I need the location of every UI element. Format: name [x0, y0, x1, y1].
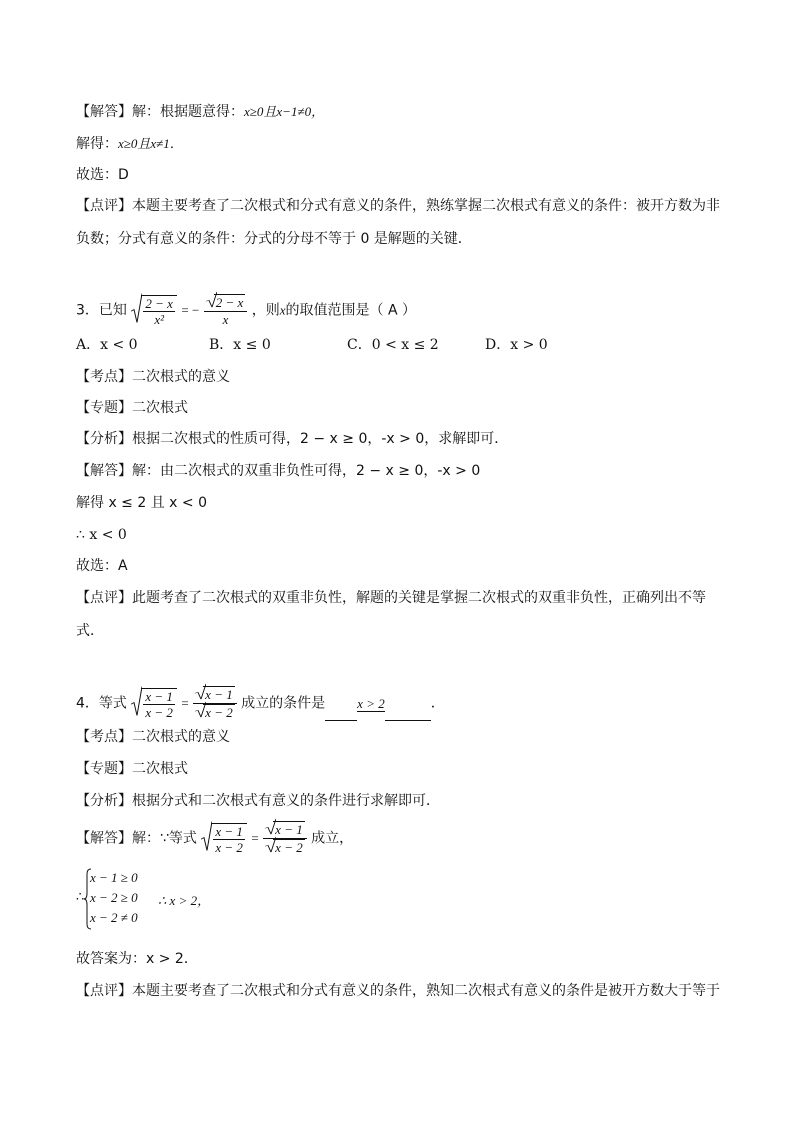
question-4-prefix: 4．等式 [76, 695, 127, 712]
fraction-denominator: x² [154, 311, 164, 327]
fraction-numerator: x − 1 [145, 688, 173, 704]
fraction-numerator: 2 − x [215, 295, 244, 310]
topic: 【专题】二次根式 [76, 400, 188, 416]
question-3-stem [76, 294, 416, 327]
fraction-denominator: x − 2 [145, 704, 173, 720]
comment-paragraph: 【点评】此题考查了二次根式的双重非负性，解题的关键是掌握二次根式的双重非负性，正确列出不等式． [76, 590, 706, 639]
choice-line: 故选：A [76, 558, 128, 574]
fraction-numerator: x − 1 [205, 687, 233, 702]
equals-sign: = [181, 695, 189, 711]
system-result: ∴ x > 2， [158, 893, 211, 908]
solution-label: 【解答】解：根据题意得： [76, 104, 244, 120]
analysis: 【分析】根据二次根式的性质可得，2 − x ≥ 0，-x > 0，求解即可． [76, 431, 509, 447]
radical-sign-icon [131, 685, 142, 717]
question-4-end: ． [430, 695, 445, 712]
radical-sign-icon [265, 818, 276, 835]
solution-line [76, 821, 353, 856]
answer-line: 故答案为：x > 2． [76, 951, 198, 967]
comment-paragraph: 【点评】本题主要考查了二次根式和分式有意义的条件，熟知二次根式有意义的条件是被开方数大于等于 [76, 983, 720, 999]
comment-paragraph: 【点评】本题主要考查了二次根式和分式有意义的条件，熟练掌握二次根式有意义的条件：被开方数为非负数；分式有意义的条件：分式的分母不等于 0 是解题的关键． [76, 198, 720, 247]
fraction-denominator: x − 2 [205, 705, 233, 720]
radical-sign-icon [201, 820, 212, 852]
radical-sign-icon [206, 291, 217, 308]
solution-label: 【解答】解：∵等式 [76, 830, 197, 847]
option-d: D．x > 0 [485, 337, 548, 353]
therefore-symbol: ∴ [76, 890, 85, 905]
radical-sign-icon [195, 683, 206, 700]
solution-math: x≥0且x−1≠0， [244, 104, 325, 119]
fraction-denominator: x [222, 312, 229, 327]
fraction-expression [263, 821, 307, 856]
question-3-suffix: ，则 [251, 302, 280, 319]
choice-line: 故选：D [76, 167, 129, 183]
analysis: 【分析】根据分式和二次根式有意义的条件进行求解即可． [76, 793, 440, 809]
inequality-1: x − 1 ≥ 0 [90, 870, 138, 885]
sqrt-expression [131, 295, 177, 327]
option-a: A．x < 0 [76, 337, 138, 353]
option-b: B．x ≤ 0 [209, 337, 271, 353]
result-line [76, 135, 183, 153]
knowledge-point: 【考点】二次根式的意义 [76, 729, 230, 745]
radical-sign-icon [131, 292, 142, 324]
fraction-denominator: x − 2 [275, 840, 303, 855]
sqrt-expression [201, 823, 247, 855]
fraction-expression [193, 686, 237, 721]
equals-sign: = − [181, 302, 200, 318]
question-3-suffix-2: 的取值范围是（ A ） [285, 302, 417, 319]
inequality-3: x − 2 ≠ 0 [90, 910, 138, 925]
inequality-2: x − 2 ≥ 0 [90, 890, 138, 905]
option-c: C．0 < x ≤ 2 [347, 337, 439, 353]
answer-blank-left [325, 706, 357, 721]
question-3-prefix: 3．已知 [76, 302, 127, 319]
fraction-denominator: x − 2 [215, 839, 243, 855]
fraction-numerator: x − 1 [215, 823, 243, 839]
equals-sign: = [251, 830, 259, 846]
radical-sign-icon [265, 836, 276, 853]
result: 解得 x ≤ 2 且 x < 0 [76, 495, 207, 511]
topic: 【专题】二次根式 [76, 761, 188, 777]
variable: x [279, 302, 286, 318]
fraction-numerator: x − 1 [275, 822, 303, 837]
solution-suffix: 成立， [311, 830, 354, 847]
question-4-suffix: 成立的条件是 [241, 695, 326, 712]
answer-fill: x > 2 [357, 695, 385, 711]
solution-line [76, 103, 324, 121]
therefore-line: ∴ x < 0 [76, 527, 127, 543]
fraction-expression [204, 294, 248, 327]
knowledge-point: 【考点】二次根式的意义 [76, 369, 230, 385]
question-4-stem [76, 686, 445, 721]
answer-blank-right [385, 706, 431, 721]
sqrt-expression [131, 688, 177, 720]
radical-sign-icon [195, 701, 206, 718]
result-label: 解得： [76, 136, 118, 152]
fraction-numerator: 2 − x [145, 295, 173, 311]
result-math: x≥0且x≠1． [118, 136, 183, 151]
solution: 【解答】解：由二次根式的双重非负性可得，2 − x ≥ 0，-x > 0 [76, 463, 481, 479]
